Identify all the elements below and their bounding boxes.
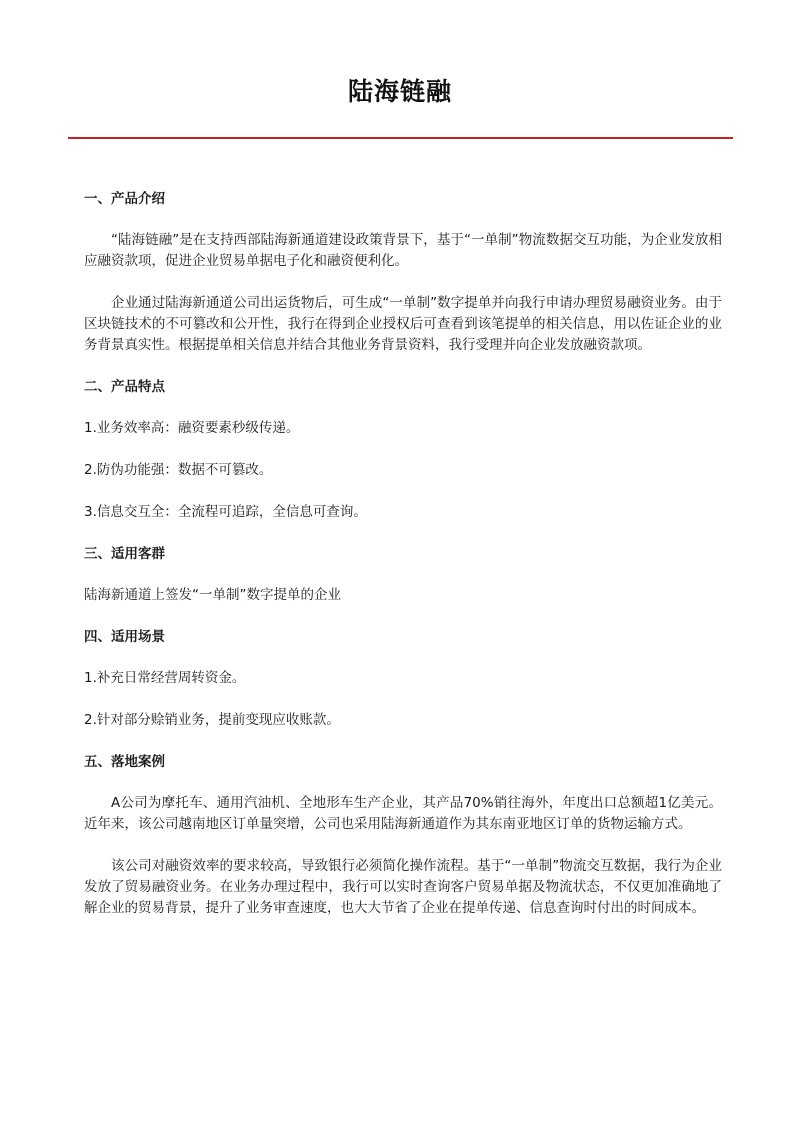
section-heading: 五、落地案例 [84, 754, 165, 770]
page-title: 陆海链融 [347, 77, 452, 106]
paragraph: 该公司对融资效率的要求较高，导致银行必须简化操作流程。基于“一单制”物流交互数据，我行为企业发放了贸易融资业务。在业务办理过程中，我行可以实时查询客户贸易单据及物流状态，不仅更加准确地了解企业的贸易背景，提升了业务审查速度，也大大节省了企业在提单传递、信息查询时付出的时间成本。 [84, 858, 722, 916]
paragraph: “陆海链融”是在支持西部陆海新通道建设政策背景下，基于“一单制”物流数据交互功能，为企业发放相应融资款项，促进企业贸易单据电子化和融资便利化。 [84, 232, 722, 269]
section-heading: 一、产品介绍 [84, 191, 165, 207]
list-item: 2.防伪功能强：数据不可篡改。 [84, 462, 273, 478]
section-case-study [84, 752, 722, 919]
list-item: 2.针对部分赊销业务，提前变现应收账款。 [84, 712, 340, 728]
section-product-features [84, 377, 722, 523]
section-product-intro [84, 189, 722, 356]
section-heading: 二、产品特点 [84, 379, 165, 395]
list-item: 1.业务效率高：融资要素秒级传递。 [84, 420, 300, 436]
section-heading: 四、适用场景 [84, 629, 165, 645]
paragraph: 企业通过陆海新通道公司出运货物后，可生成“一单制”数字提单并向我行申请办理贸易融资业务。由于区块链技术的不可篡改和公开性，我行在得到企业授权后可查看到该笔提单的相关信息，用以佐证企业的业务背景真实性。根据提单相关信息并结合其他业务背景资料，我行受理并向企业发放融资款项。 [84, 295, 722, 353]
title-divider [68, 137, 733, 139]
section-use-cases [84, 627, 722, 731]
list-item: 1.补充日常经营周转资金。 [84, 670, 246, 686]
list-item: 陆海新通道上签发“一单制”数字提单的企业 [84, 587, 341, 603]
list-item: 3.信息交互全：全流程可追踪，全信息可查询。 [84, 504, 367, 520]
section-target-customers [84, 544, 722, 606]
document-body [84, 189, 722, 940]
section-heading: 三、适用客群 [84, 546, 165, 562]
paragraph: A公司为摩托车、通用汽油机、全地形车生产企业，其产品70%销往海外，年度出口总额超1亿美元。近年来，该公司越南地区订单量突增，公司也采用陆海新通道作为其东南亚地区订单的货物运输方式。 [84, 795, 722, 832]
